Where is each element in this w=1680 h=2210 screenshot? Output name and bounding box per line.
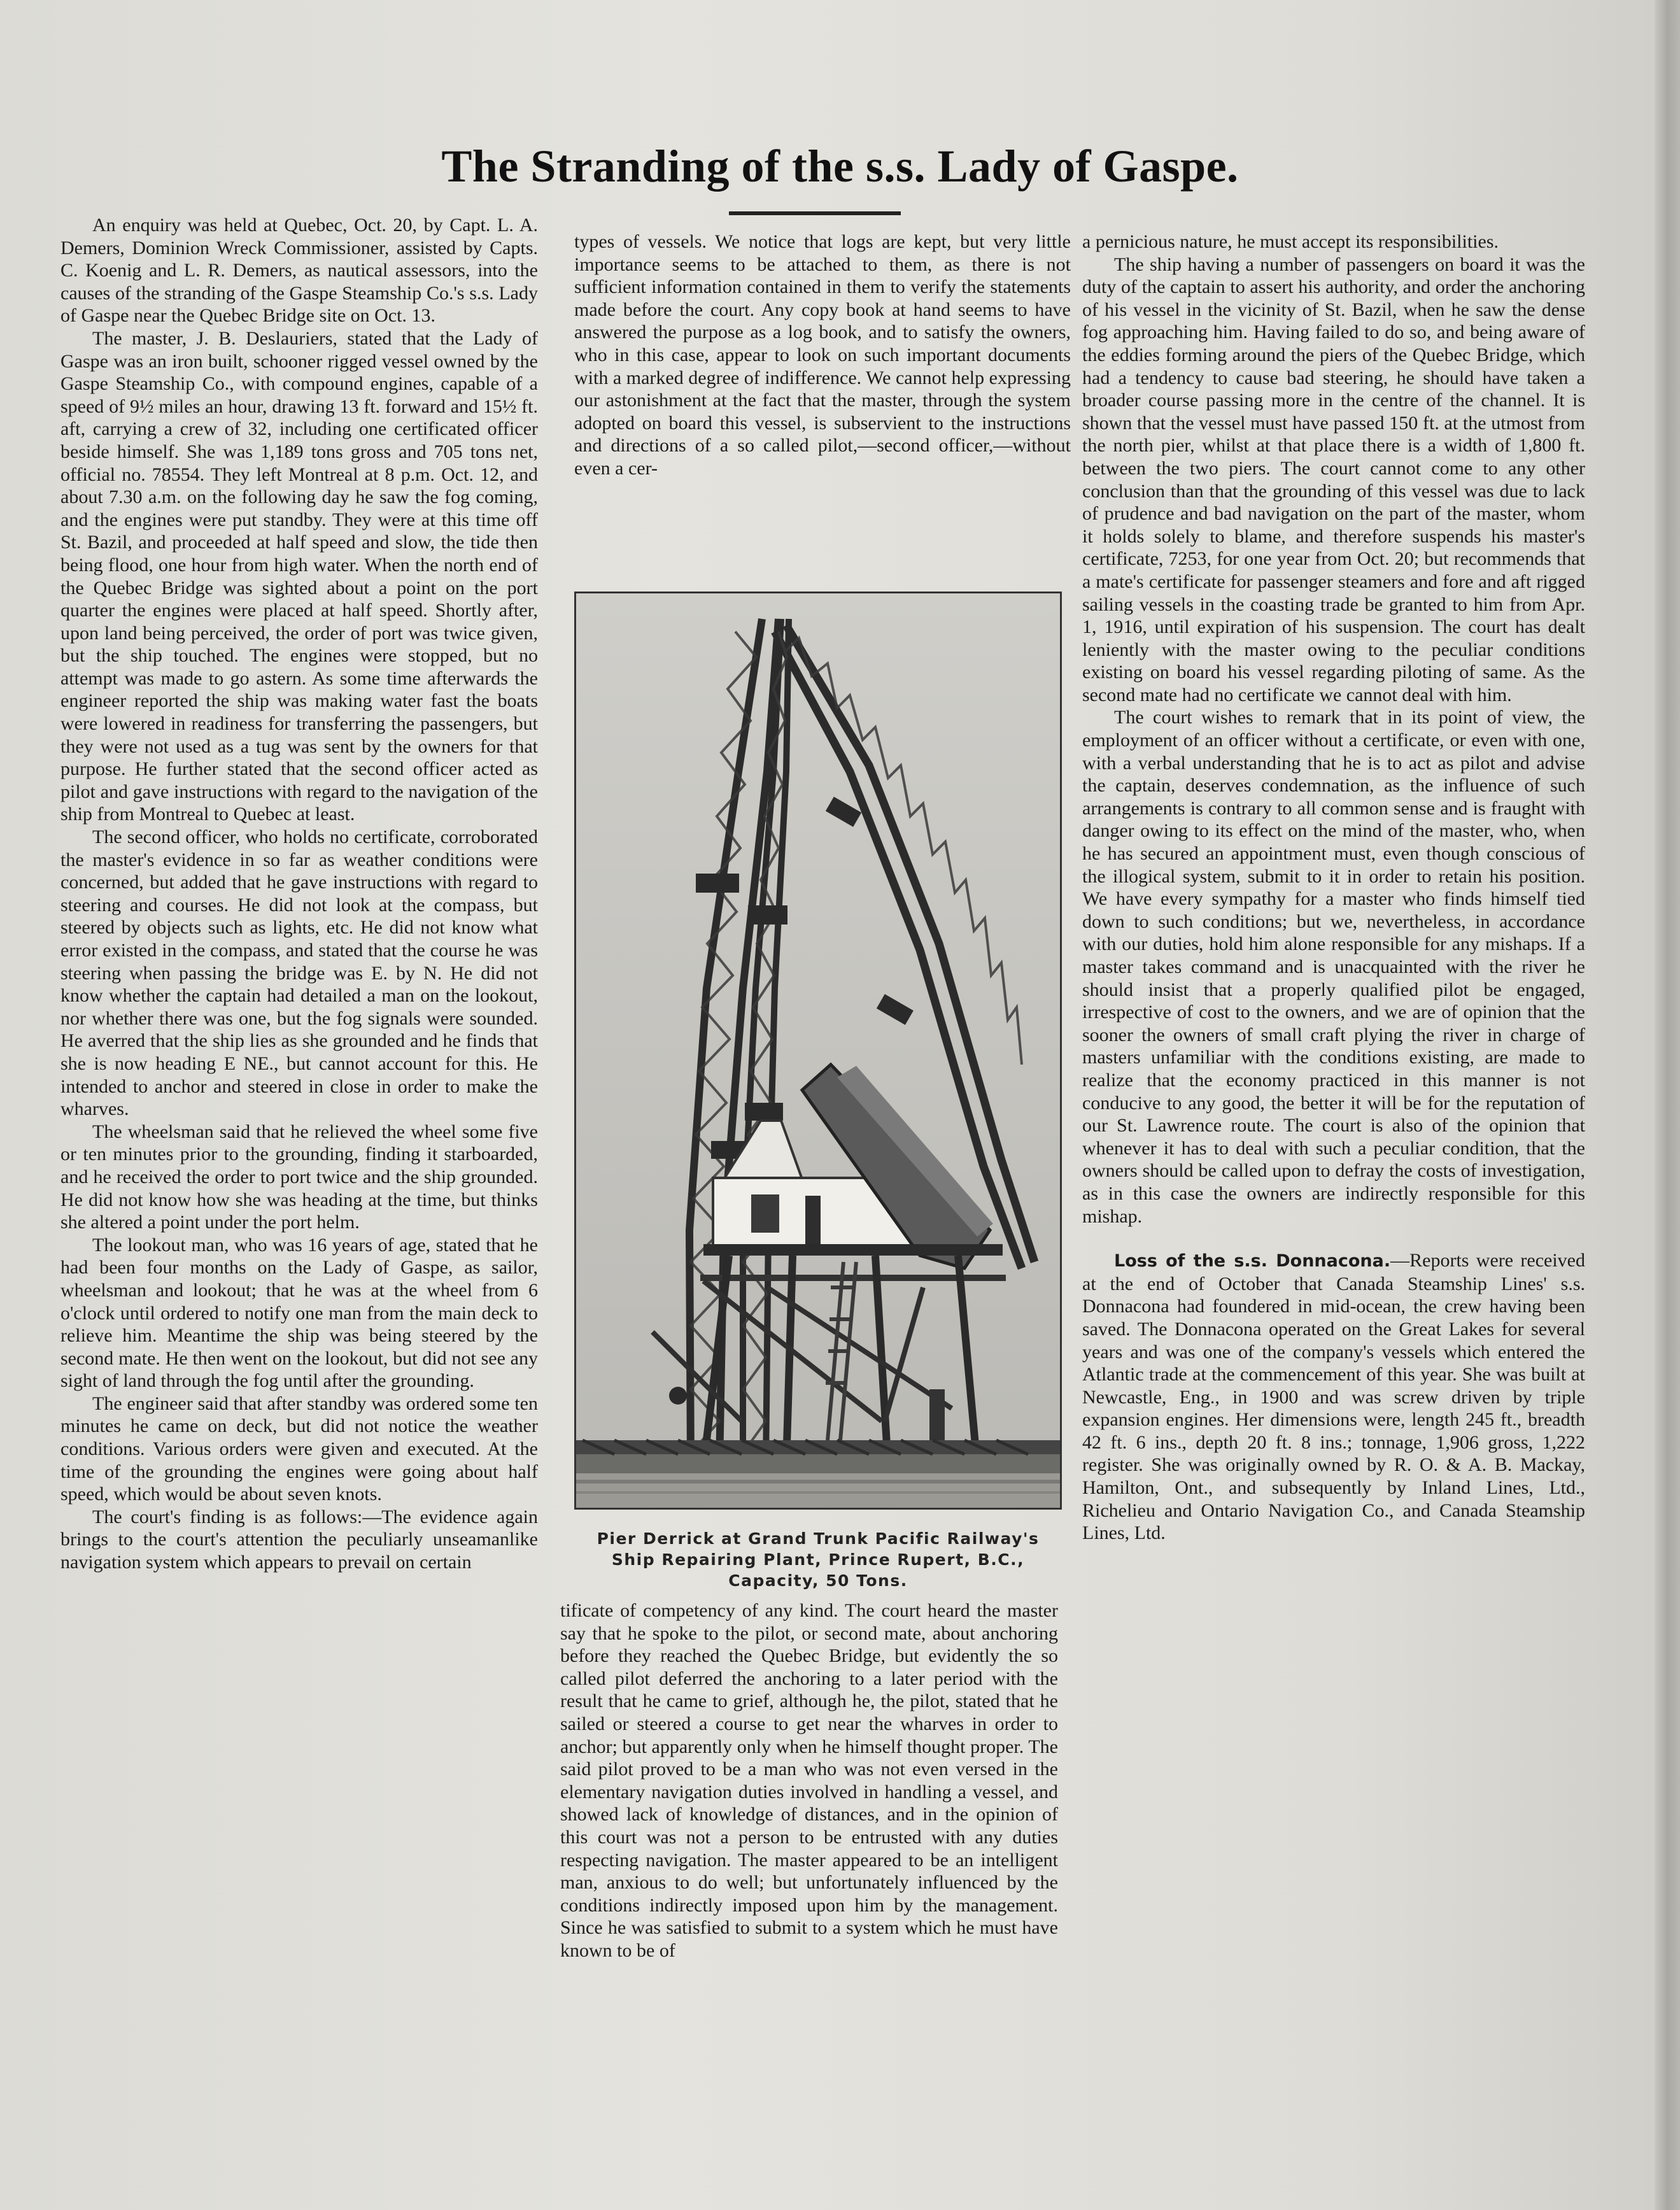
pier-derrick-illustration xyxy=(576,593,1060,1508)
page-binding-edge xyxy=(1655,0,1680,2210)
column-3 xyxy=(1082,230,1585,1545)
column-2-bottom xyxy=(560,1599,1058,1962)
paragraph: The court wishes to remark that in its point of view, the employment of an officer without a certificate, or even with one, with a verbal understanding that he is to act as pilot and advise the captain, deserves condemnation, as the influence of such arrangements is contrary to all common sense and is fraught with danger owing to its effect on the mind of the master, who, when he has secured an appointment must, even though conscious of the illogical system, submit to it in order to retain his position. We have every sympathy for a master who finds himself tied down to such conditions; but we, nevertheless, in accordance with our duties, hold him alone responsible for any mishaps. If a master takes command and is unacquainted with the river he should insist that a properly qualified pilot be engaged, irrespective of cost to the owners, and we are of opinion that the sooner the owners of small craft plying the river in charge of masters unfamiliar with the conditions existing, are made to realize that the economy practiced in this manner is not conducive to any good, the better it will be for the reputation of our St. Lawrence route. The court is also of the opinion that whenever it has to deal with such a peculiar condition, that the owners should be called upon to defray the costs of investigation, as in this case the owners are indirectly responsible for this mishap. xyxy=(1082,707,1585,1227)
caption-line: Ship Repairing Plant, Prince Rupert, B.C., xyxy=(611,1550,1025,1569)
section-gap xyxy=(1082,1228,1585,1249)
column-2-top xyxy=(574,230,1071,480)
photo-caption xyxy=(560,1528,1076,1591)
column-1 xyxy=(60,214,538,1574)
paragraph: tificate of competency of any kind. The court heard the master say that he spoke to the pilot, or second mate, about anchoring before they reached the Quebec Bridge, but evidently the so called pilot deferred the anchoring to a later period with the result that he came to grief, although he, the pilot, stated that he sailed or steered a course to get near the wharves in order to anchor; but apparently only when he himself thought proper. The said pilot proved to be a man who was not even versed in the elementary navigation duties involved in handling a vessel, and showed lack of knowledge of distances, and in the opinion of this court was not a person to be entrusted with any duties respecting navigation. The master appeared to be an intelligent man, anxious to do well; but unfortunately influenced by the conditions indirectly imposed upon him by the management. Since he was satisfied to submit to a system which he must have known to be of xyxy=(560,1600,1058,1961)
news-item-heading: Loss of the s.s. Donnacona. xyxy=(1114,1251,1391,1271)
caption-line: Capacity, 50 Tons. xyxy=(728,1571,908,1590)
caption-line: Pier Derrick at Grand Trunk Pacific Railway's xyxy=(596,1529,1040,1548)
paragraph: The ship having a number of passengers on board it was the duty of the captain to assert his authority, and order the anchoring of his vessel in the vicinity of St. Bazil, when he saw the dense fog approaching him. Having failed to do so, and being aware of the eddies forming around the piers of the Quebec Bridge, which had a tendency to cause bad steering, he should have taken a broader course passing more in the centre of the channel. It is shown that the vessel must have passed 150 ft. at the utmost from the north pier, whilst at that place there is a width of 1,800 ft. between the two piers. The court cannot come to any other conclusion than that the grounding of this vessel was due to lack of prudence and bad navigation on the part of the master, whom it holds solely to blame, and therefore suspends his master's certificate, 7253, for one year from Oct. 20; but recommends that a mate's certificate for passenger steamers and fore and aft rigged sailing vessels in the coasting trade be granted to him from Apr. 1, 1916, until expiration of his suspension. The court has dealt leniently with the master owing to the peculiar conditions existing on board his vessel regarding piloting of same. As the second mate had no certificate we cannot deal with him. xyxy=(1082,253,1585,705)
paragraph: The court's finding is as follows:—The evidence again brings to the court's attention the peculiarly unseamanlike navigation system which appears to prevail on certain xyxy=(60,1506,538,1573)
paragraph: a pernicious nature, he must accept its responsibilities. xyxy=(1082,231,1499,252)
paragraph: The wheelsman said that he relieved the wheel some five or ten minutes prior to the grounding, finding it starboarded, and he received the order to port twice and the ship grounded. He did not know how she was heading at the time, but thinks she altered a point under the port helm. xyxy=(60,1121,538,1233)
paragraph: types of vessels. We notice that logs are kept, but very little importance seems to be attached to them, as there is not sufficient information contained in them to verify the statements made before the court. Any copy book at hand seems to have answered the purpose as a log book, and to satisfy the owners, who in this case, appear to look on such important documents with a marked degree of indifference. We cannot help expressing our astonishment at the fact that the master, through the system adopted on board this vessel, is subservient to the instructions and directions of a so called pilot,—second officer,—without even a cer- xyxy=(574,231,1071,479)
paragraph: The second officer, who holds no certificate, corroborated the master's evidence in so far as weather conditions were concerned, but added that he gave instructions with regard to steering and courses. He did not look at the compass, but steered by objects such as lights, etc. He did not know what error existed in the compass, and stated that the course he was steering when passing the bridge was E. by N. He did not know whether the captain had detailed a man on the lookout, nor whether there was one, but the fog signals were sounded. He averred that the ship lies as she grounded and he finds that she is now heading E NE., but cannot account for this. He intended to anchor and steered in close in order to make the wharves. xyxy=(60,826,538,1120)
title-rule xyxy=(729,211,901,215)
derrick-photo xyxy=(574,591,1062,1510)
paragraph: The master, J. B. Deslauriers, stated that the Lady of Gaspe was an iron built, schooner rigged vessel owned by the Gaspe Steamship Co., with compound engines, capable of a speed of 9½ miles an hour, drawing 13 ft. forward and 15½ ft. aft, carrying a crew of 32, including one certificated officer beside himself. She was 1,189 tons gross and 705 tons net, official no. 78554. They left Montreal at 8 p.m. Oct. 12, and about 7.30 a.m. on the following day he saw the fog coming, and the engines were put standby. They were at this time off St. Bazil, and proceeded at half speed and slow, the tide then being flood, one hour from high water. When the north end of the Quebec Bridge was sighted about a point on the port quarter the engines were placed at half speed. Shortly after, upon land being perceived, the order of port was twice given, but the ship touched. The engines were stopped, but no attempt was made to go astern. As some time afterwards the engineer reported the ship was making water fast the boats were lowered in readiness for transferring the passengers, but they were not used as a tug was sent by the owners for that purpose. He further stated that the second officer acted as pilot and gave instructions with regard to the navigation of the ship from Montreal to Quebec at least. xyxy=(60,327,538,825)
news-item xyxy=(1082,1249,1585,1545)
news-item-text: —Reports were received at the end of October that Canada Steamship Lines' s.s. Donnacona had foundered in mid-ocean, the crew having been saved. The Donnacona operated on the Great Lakes for several years and was one of the company's vessels which entered the Atlantic trade at the commencement of this year. She was built at Newcastle, Eng., in 1900 and was screw driven by triple expansion engines. Her dimensions were, length 245 ft., breadth 42 ft. 6 ins., depth 20 ft. 8 ins.; tonnage, 1,906 gross, 1,222 register. She was originally owned by R. O. & A. B. Mackay, Hamilton, Ont., and subsequently by Inland Lines, Ltd., Richelieu and Ontario Navigation Co., and Canada Steamship Lines, Ltd. xyxy=(1082,1250,1586,1544)
paragraph: An enquiry was held at Quebec, Oct. 20, by Capt. L. A. Demers, Dominion Wreck Commissioner, assisted by Capts. C. Koenig and L. R. Demers, as nautical assessors, into the causes of the stranding of the Gaspe Steamship Co.'s s.s. Lady of Gaspe near the Quebec Bridge site on Oct. 13. xyxy=(60,215,538,327)
article-title: The Stranding of the s.s. Lady of Gaspe. xyxy=(441,141,1239,192)
paragraph: The lookout man, who was 16 years of age, stated that he had been four months on the Lady of Gaspe, as sailor, wheelsman and lookout; that he was at the wheel from 6 o'clock until ordered to notify one man from the main deck to relieve him. Meantime the ship was being steered by the second mate. He then went on the lookout, but did not see any sight of land through the fog until after the grounding. xyxy=(60,1234,538,1392)
paragraph: The engineer said that after standby was ordered some ten minutes he came on deck, but did not notice the weather conditions. Various orders were given and executed. At the time of the grounding the engines were going about half speed, which would be about seven knots. xyxy=(60,1392,538,1505)
